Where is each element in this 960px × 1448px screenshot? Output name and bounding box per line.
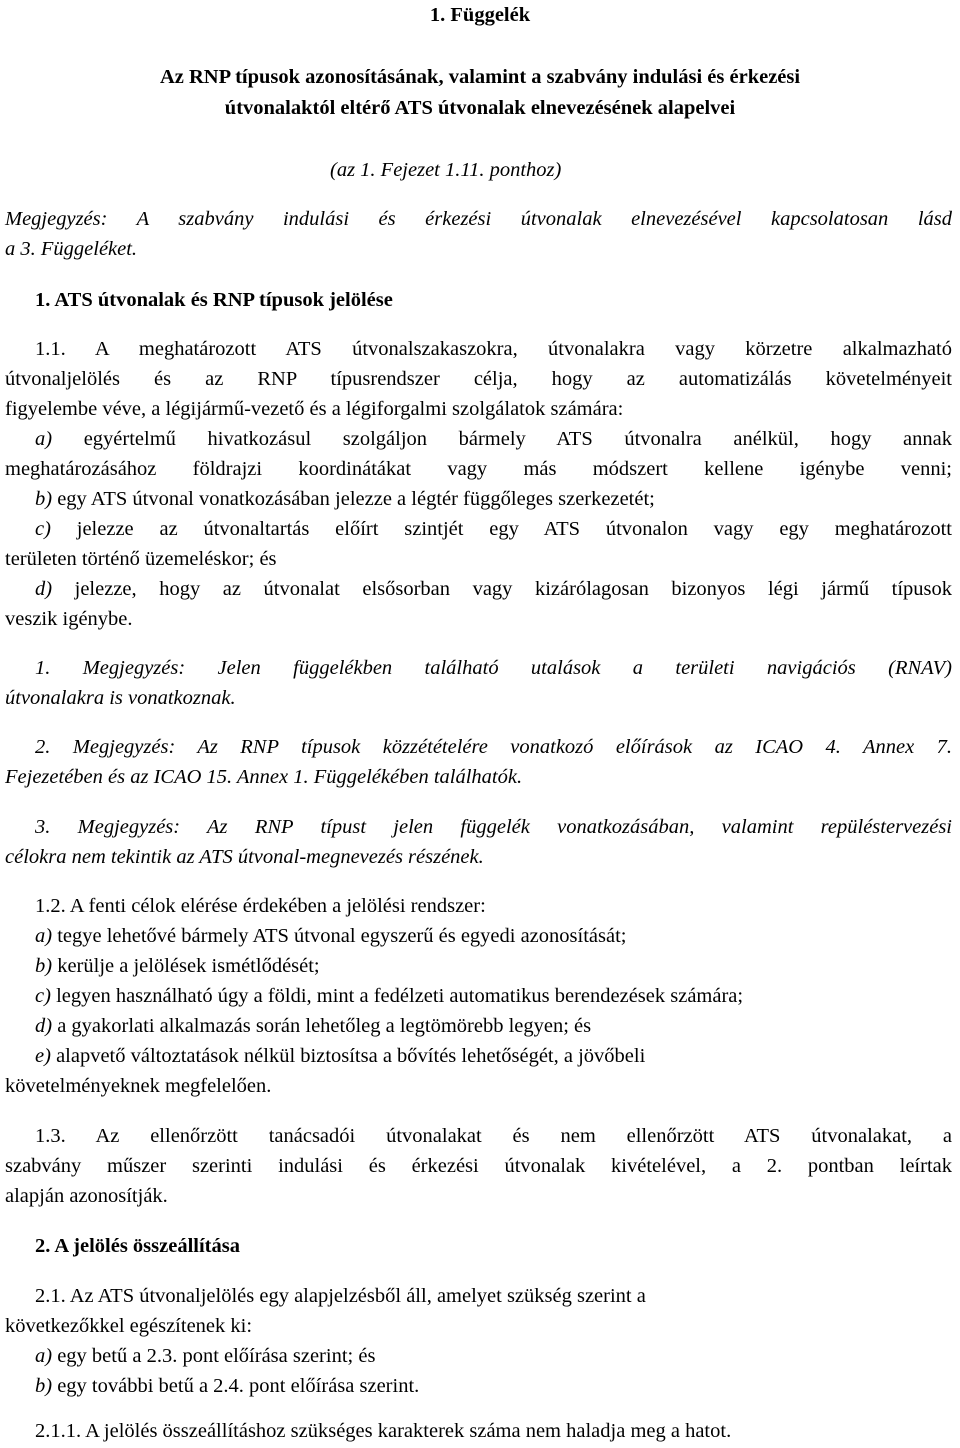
p2-1-item-b bbox=[35, 1372, 960, 1400]
item-label: c) bbox=[35, 518, 51, 540]
p1-1-item-a-line-2: meghatározásához földrajzi koordinátákat vagy más módszert kellene igénybe venni; bbox=[5, 458, 952, 480]
title-line-2: útvonalaktól eltérő ATS útvonalak elnevezésének alapelvei bbox=[224, 97, 736, 119]
item-text: jelezze, hogy az útvonalat elsősorban vagy kizárólagosan bizonyos légi jármű típusok bbox=[74, 578, 953, 600]
item-label: d) bbox=[35, 1015, 53, 1037]
p1-1-line-2: útvonaljelölés és az RNP típusrendszer célja, hogy az automatizálás követelményeit bbox=[5, 368, 952, 390]
p1-3-line-3: alapján azonosítják. bbox=[5, 1185, 168, 1207]
p1-2-item-e-line-1 bbox=[35, 1042, 960, 1070]
chapter-reference: (az 1. Fejezet 1.11. ponthoz) bbox=[330, 159, 562, 181]
item-text: egy betű a 2.3. pont előírása szerint; és bbox=[57, 1345, 376, 1367]
p1-2-item-d bbox=[35, 1012, 960, 1040]
item-label: d) bbox=[35, 578, 53, 600]
p1-1-item-d-line-2: veszik igénybe. bbox=[5, 608, 133, 630]
note-1-line-2: útvonalakra is vonatkoznak. bbox=[5, 687, 236, 709]
item-label: a) bbox=[35, 428, 53, 450]
section-2-title: 2. A jelölés összeállítása bbox=[35, 1235, 240, 1257]
item-label: e) bbox=[35, 1045, 51, 1067]
note-3-line-2: célokra nem tekintik az ATS útvonal-megnevezés részének. bbox=[5, 846, 484, 868]
p1-3-line-2: szabvány műszer szerinti indulási és érkezési útvonalak kivételével, a 2. pontban leírtak bbox=[5, 1155, 952, 1177]
intro-note-line-1: Megjegyzés: A szabvány indulási és érkezési útvonalak elnevezésével kapcsolatosan lásd bbox=[5, 208, 952, 230]
p1-2-intro: 1.2. A fenti célok elérése érdekében a jelölési rendszer: bbox=[35, 895, 486, 917]
item-text: jelezze az útvonaltartás előírt szintjét egy ATS útvonalon vagy egy meghatározott bbox=[76, 518, 952, 540]
item-text: tegye lehetővé bármely ATS útvonal egyszerű és egyedi azonosítását; bbox=[57, 925, 627, 947]
item-label: a) bbox=[35, 1345, 53, 1367]
p1-1-item-c-line-2: területen történő üzemeléskor; és bbox=[5, 548, 277, 570]
item-text: egyértelmű hivatkozásul szolgáljon bármely ATS útvonalra anélkül, hogy annak bbox=[83, 428, 953, 450]
p1-1-line-3: figyelembe véve, a légijármű-vezető és a légiforgalmi szolgálatok számára: bbox=[5, 398, 624, 420]
item-text: legyen használható úgy a földi, mint a fedélzeti automatikus berendezések számára; bbox=[56, 985, 744, 1007]
section-1-title: 1. ATS útvonalak és RNP típusok jelölése bbox=[35, 289, 393, 311]
item-label: b) bbox=[35, 488, 53, 510]
p1-1-item-c-line-1 bbox=[35, 515, 952, 543]
item-label: a) bbox=[35, 925, 53, 947]
p2-1-line-1: 2.1. Az ATS útvonaljelölés egy alapjelzésből áll, amelyet szükség szerint a bbox=[35, 1285, 646, 1307]
p1-1-item-a-line-1 bbox=[35, 425, 952, 453]
item-text: alapvető változtatások nélkül biztosítsa a bővítés lehetőségét, a jövőbeli bbox=[56, 1045, 646, 1067]
p1-1-item-d-line-1 bbox=[35, 575, 952, 603]
p1-2-item-c bbox=[35, 982, 960, 1010]
intro-note-line-2: a 3. Függeléket. bbox=[5, 238, 138, 260]
p1-2-item-a bbox=[35, 922, 960, 950]
p1-3-line-1: 1.3. Az ellenőrzött tanácsadói útvonalakat és nem ellenőrzött ATS útvonalakat, a bbox=[35, 1125, 952, 1147]
p1-2-item-b bbox=[35, 952, 960, 980]
item-text: a gyakorlati alkalmazás során lehetőleg a legtömörebb legyen; és bbox=[57, 1015, 592, 1037]
item-label: b) bbox=[35, 955, 53, 977]
item-text: egy további betű a 2.4. pont előírása szerint. bbox=[57, 1375, 420, 1397]
p2-1-line-2: következőkkel egészítenek ki: bbox=[5, 1315, 253, 1337]
note-3-line-1: 3. Megjegyzés: Az RNP típust jelen függelék vonatkozásában, valamint repüléstervezési bbox=[35, 816, 952, 838]
item-text: egy ATS útvonal vonatkozásában jelezze a légtér függőleges szerkezetét; bbox=[57, 488, 655, 510]
item-label: b) bbox=[35, 1375, 53, 1397]
p1-1-line-1: 1.1. A meghatározott ATS útvonalszakaszokra, útvonalakra vagy körzetre alkalmazható bbox=[35, 338, 952, 360]
p2-1-1: 2.1.1. A jelölés összeállításhoz szükséges karakterek száma nem haladja meg a hatot. bbox=[35, 1420, 732, 1442]
note-2-line-2: Fejezetében és az ICAO 15. Annex 1. Függelékében találhatók. bbox=[5, 766, 523, 788]
note-2-line-1: 2. Megjegyzés: Az RNP típusok közzétételére vonatkozó előírások az ICAO 4. Annex 7. bbox=[35, 736, 952, 758]
title-line-1: Az RNP típusok azonosításának, valamint a szabvány indulási és érkezési bbox=[159, 66, 801, 88]
item-text: kerülje a jelölések ismétlődését; bbox=[57, 955, 320, 977]
p1-2-item-e-line-2: követelményeknek megfelelően. bbox=[5, 1075, 272, 1097]
appendix-heading: 1. Függelék bbox=[429, 4, 531, 26]
item-label: c) bbox=[35, 985, 51, 1007]
p2-1-item-a bbox=[35, 1342, 960, 1370]
p1-1-item-b bbox=[35, 485, 960, 513]
note-1-line-1: 1. Megjegyzés: Jelen függelékben található utalások a területi navigációs (RNAV) bbox=[35, 657, 952, 679]
